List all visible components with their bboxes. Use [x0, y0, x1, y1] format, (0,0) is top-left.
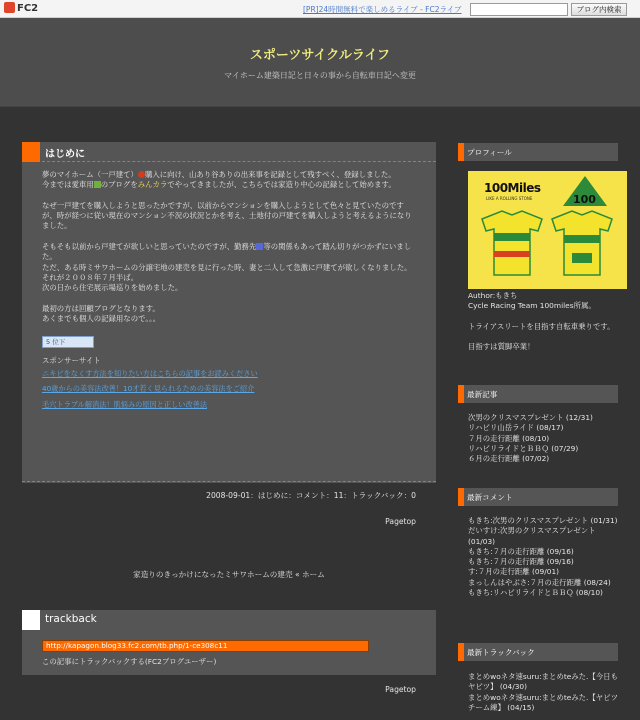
entry-header — [22, 142, 436, 162]
jersey-number-panel — [572, 253, 592, 263]
profile-heading: プロフィール — [458, 143, 618, 161]
profile-text — [468, 291, 618, 352]
sponsor-link[interactable]: 毛穴トラブル解消法！肌悩みの原因と正しい改善法 — [42, 399, 208, 409]
sponsor-heading: スポンサーサイト — [42, 355, 101, 365]
recent-comment-item[interactable]: す:７月の走行距離 (09/01) — [468, 567, 560, 577]
home-link[interactable]: ホーム — [302, 570, 325, 579]
sponsor-link[interactable]: ニキビをなくす方法を知りたい方はこちらの記事をお読みください — [42, 369, 258, 379]
jersey-illustration — [468, 171, 627, 289]
fc2-logo[interactable]: FC2 — [4, 2, 38, 14]
trackback-header — [22, 610, 436, 630]
recent-comment-item[interactable]: まっしんはやぶさ:７月の走行距離 (08/24) — [468, 577, 611, 587]
entry-paragraph: 夢のマイホーム（一戸建て） 購入に向け、山あり谷ありの出来事を記録として残すべく、登録しました。 今までは愛車用 のブログをみんカラでやってきましたが、こちらでは家造り中心の記録として始めます。 — [42, 170, 396, 190]
heading-marker — [458, 143, 464, 161]
recent-comment-item[interactable]: もきち:７月の走行距離 (09/16) — [468, 557, 574, 567]
prev-entry-link[interactable]: 家造りのきっかけになったミサワホームの建売 — [133, 570, 293, 579]
pagetop-link[interactable]: Pagetop — [385, 517, 416, 526]
entry-paragraph: なぜ一戸建てを購入しようと思ったかですが、以前からマンションを購入しようとして色々と見ていたのですが、時が経つに従い現在のマンション不況の状況とかを考え、土地付の戸建てを購入しようと考えるようになりました。 — [42, 200, 412, 231]
recent-comments-list — [468, 516, 618, 598]
jersey-stripe — [494, 251, 530, 257]
minkara-link[interactable]: みんカラ — [137, 180, 168, 190]
trackback-title-marker — [22, 610, 40, 630]
site-header — [0, 18, 640, 107]
recent-post-item[interactable]: リハビリ山岳ライド (08/17) — [468, 423, 564, 433]
jersey-stripe — [494, 233, 530, 241]
heading-marker — [458, 385, 464, 403]
pagetop-link[interactable]: Pagetop — [385, 685, 416, 694]
entry-article — [22, 142, 436, 483]
fc2-toolbar — [0, 0, 640, 18]
site-title[interactable]: スポーツサイクルライフ — [249, 48, 391, 63]
profile-author: Author:もきち — [468, 291, 518, 300]
profile-image: 100Miles LIKE A ROLLING STONE 100 — [468, 171, 627, 289]
recent-post-item[interactable]: ７月の走行距離 (08/10) — [468, 433, 550, 443]
recent-comments-heading: 最新コメント — [458, 488, 618, 506]
entry-paragraph: 最初の方は回顧ブログとなります。 あくまでも個人の記録用なので。。。 — [42, 303, 161, 324]
entry-meta[interactable]: 2008-09-01：はじめに：コメント：11：トラックバック：0 — [206, 491, 416, 500]
entry-paragraph: そもそも以前から戸建てが欲しいと思っていたのですが、勤務先 等の関係もあって踏ん切りがつかずにいました。 ただ、ある時ミサワホームの分譲宅地の建売を見に行った時、妻と二人して急激に戸建てが欲しくなりました。 それが２００８年７月半ば。 次の日から住宅展示場巡りを始めました。 — [42, 242, 412, 293]
recent-comment-item[interactable]: だいすけ:次男のクリスマスプレゼント (01/03) — [468, 526, 596, 546]
trackback-section — [22, 610, 436, 675]
car-icon — [94, 181, 101, 188]
entry-title-marker — [22, 142, 40, 162]
profile-team: Cycle Racing Team 100miles所属。 — [468, 301, 596, 311]
fc2-logo-icon — [4, 2, 15, 13]
recent-comment-item[interactable]: もきち:リハビリライドとＢＢＱ (08/10) — [468, 588, 603, 598]
fc2-ad-link[interactable]: [PR]24時間無料で楽しめるライブ - FC2ライブ — [303, 5, 462, 14]
recent-trackback-item[interactable]: まとめwoネタ速suru:まとめteみた.【ヤビツチーム練】 (04/15) — [468, 692, 618, 712]
blog-search-button[interactable]: ブログ内検索 — [571, 3, 627, 16]
recent-posts-list — [468, 413, 618, 464]
profile-motto: 目指すは質脚卒業！ — [468, 341, 535, 351]
entry-divider — [22, 481, 436, 482]
blog-search-input[interactable] — [470, 3, 568, 16]
trackback-url-field[interactable]: http://kapagon.blog33.fc2.com/tb.php/1-ce308c11 — [42, 640, 369, 652]
recent-trackbacks-list — [468, 672, 618, 713]
entry-body — [42, 170, 418, 415]
recent-posts-heading: 最新記事 — [458, 385, 618, 403]
profile-goal: トライアスリートを目指す自転車乗りです。 — [468, 321, 615, 331]
entry-navigation: 家造りのきっかけになったミサワホームの建売 « ホーム — [133, 570, 325, 579]
trackback-title: trackback — [45, 613, 97, 625]
site-description: マイホーム建築日記と日々の事から自転車日記へ変更 — [224, 71, 416, 80]
recent-comment-item[interactable]: もきち:７月の走行距離 (09/16) — [468, 546, 574, 556]
recent-post-item[interactable]: ６月の走行距離 (07/02) — [468, 454, 550, 464]
recent-comment-item[interactable]: もきち:次男のクリスマスプレゼント (01/31) — [468, 516, 618, 525]
ranking-badge[interactable]: 5 位下 — [42, 336, 94, 348]
recent-trackbacks-heading: 最新トラックバック — [458, 643, 618, 661]
jersey-front — [482, 211, 542, 275]
house-icon — [138, 171, 145, 178]
sponsor-link[interactable]: 40歳からの美容法改善！10才若く見られるための美容法をご紹介 — [42, 384, 255, 394]
jersey-stripe — [564, 235, 600, 243]
recent-post-item[interactable]: 次男のクリスマスプレゼント (12/31) — [468, 413, 593, 422]
heading-marker — [458, 643, 464, 661]
heading-marker — [458, 488, 464, 506]
trackback-link[interactable]: この記事にトラックバックする(FC2ブログユーザー) — [42, 657, 217, 666]
entry-title[interactable]: はじめに — [45, 149, 85, 160]
recent-post-item[interactable]: リハビリライドとＢＢＱ (07/29) — [468, 443, 579, 453]
recent-trackback-item[interactable]: まとめwoネタ速suru:まとめteみた.【今日もヤビツ】 (04/30) — [468, 672, 618, 692]
